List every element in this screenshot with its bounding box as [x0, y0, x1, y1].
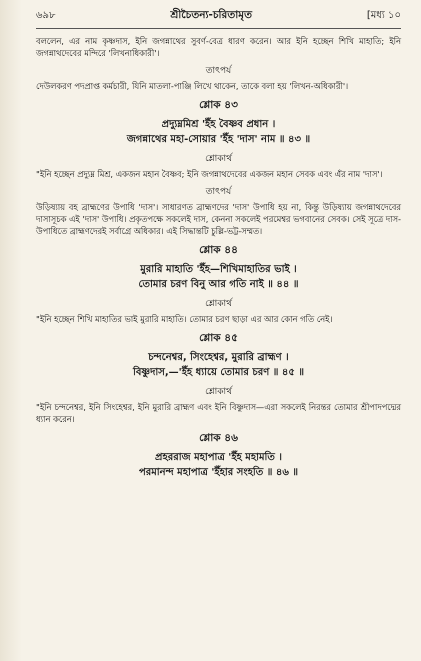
verse-46-line-2: পরমানন্দ মহাপাত্র 'ইঁহার সংহতি ॥ ৪৬ ॥: [138, 467, 299, 478]
translation-label: শ্লোকার্থ: [205, 387, 232, 397]
verse-46-heading: শ্লোক ৪৬: [199, 432, 238, 444]
verse-43-line-2: জগন্নাথের মহা-সোয়ার 'ইঁহ 'দাস' নাম ॥ ৪৩ ॥: [126, 134, 311, 145]
purport-label: তাৎপর্য: [205, 187, 232, 197]
page-number: ৬৯৮: [36, 10, 56, 21]
verse-43-line-1: প্রদ্যুম্নমিশ্র 'ইঁহ বৈষ্ণব প্রধান ।: [161, 119, 276, 130]
verse-45-heading: শ্লোক ৪৫: [199, 332, 238, 344]
verse-45-translation: "ইনি চন্দনেশ্বর, ইনি সিংহেশ্বর, ইনি মুরারি ব্রাহ্মণ এবং ইনি বিষ্ণুদাস—এরা সকলেই নিরন্তর তোমার শ্রীপাদপদ্মের ধ্যান করেন।: [36, 402, 401, 424]
book-title: শ্রীচৈতন্য-চরিতামৃত: [170, 9, 252, 21]
translation-label: শ্লোকার্থ: [205, 299, 232, 309]
section-label: [মধ্য ১০: [366, 10, 401, 21]
verse-45-line-2: বিষ্ণুদাস,—'ইঁহ ধ্যায়ে তোমার চরণ ॥ ৪৫ ॥: [132, 367, 305, 378]
verse-44-translation: "ইনি হচ্ছেন শিখি মাহাতির ভাই মুরারি মাহাতি। তোমার চরণ ছাড়া এর আর কোন গতি নেই।: [36, 314, 333, 324]
verse-43-heading: শ্লোক ৪৩: [199, 99, 238, 111]
page-header: [36, 8, 401, 29]
verse-45-line-1: চন্দনেশ্বর, সিংহেশ্বর, মুরারি ব্রাহ্মণ ।: [148, 352, 289, 363]
verse-44-heading: শ্লোক ৪৪: [199, 244, 238, 256]
verse-43-translation: "ইনি হচ্ছেন প্রদ্যুম্ন মিশ্র, একজন মহান বৈষ্ণব; ইনি জগন্নাথদেবের একজন মহান সেবক এবং এঁর নাম 'দাস'।: [36, 169, 383, 179]
translation-label: শ্লোকার্থ: [205, 154, 232, 164]
verse-46-line-1: প্রহররাজ মহাপাত্র 'ইঁহ মহামতি ।: [155, 452, 282, 463]
verse-44-line-2: তোমার চরণ বিনু আর গতি নাই ॥ ৪৪ ॥: [138, 279, 299, 290]
purport-paragraph: উড়িষ্যায় বহ ব্রাহ্মণের উপাধি 'দাস'। সাধারণত ব্রাহ্মণদের 'দাস' উপাধি হয় না, কিন্তু উড়িষ্যায় জগন্নাথদেবের দাসাসূচক এই 'দাস' উপাধি। প্রকৃতপক্ষে সকলেই দাস, কেননা সকলেই পরমেশ্বর ভগবানের সেবক। সেই সূত্রে দাস-উপাধিতে ব্রাহ্মণদেরই সর্বাগ্রে অধিকার। এই সিদ্ধান্তটি চুল্লি-ভট্ট-সম্মত।: [36, 202, 401, 236]
purport-label: তাৎপর্য: [205, 66, 232, 76]
verse-44-line-1: মুরারি মাহাতি 'ইঁহ—শিখিমাহাতির ভাই ।: [140, 264, 297, 275]
purport-paragraph: দেউলকরণ পদপ্রাপ্ত কর্মচারী, যিনি মাতলা-পাঞ্জি লিখে থাকেন, তাকে বলা হয় 'লিখন-অধিকারী'।: [36, 81, 349, 91]
intro-paragraph: বললেন, এর নাম কৃষ্ণদাস, ইনি জগন্নাথের সুবর্ণ-বেত্র ধারণ করেন। আর ইনি হচ্ছেন শিখি মাহাতি; ইনি জগন্নাথদেবের মন্দিরে 'লিখনাধিকারী'।: [36, 36, 401, 58]
